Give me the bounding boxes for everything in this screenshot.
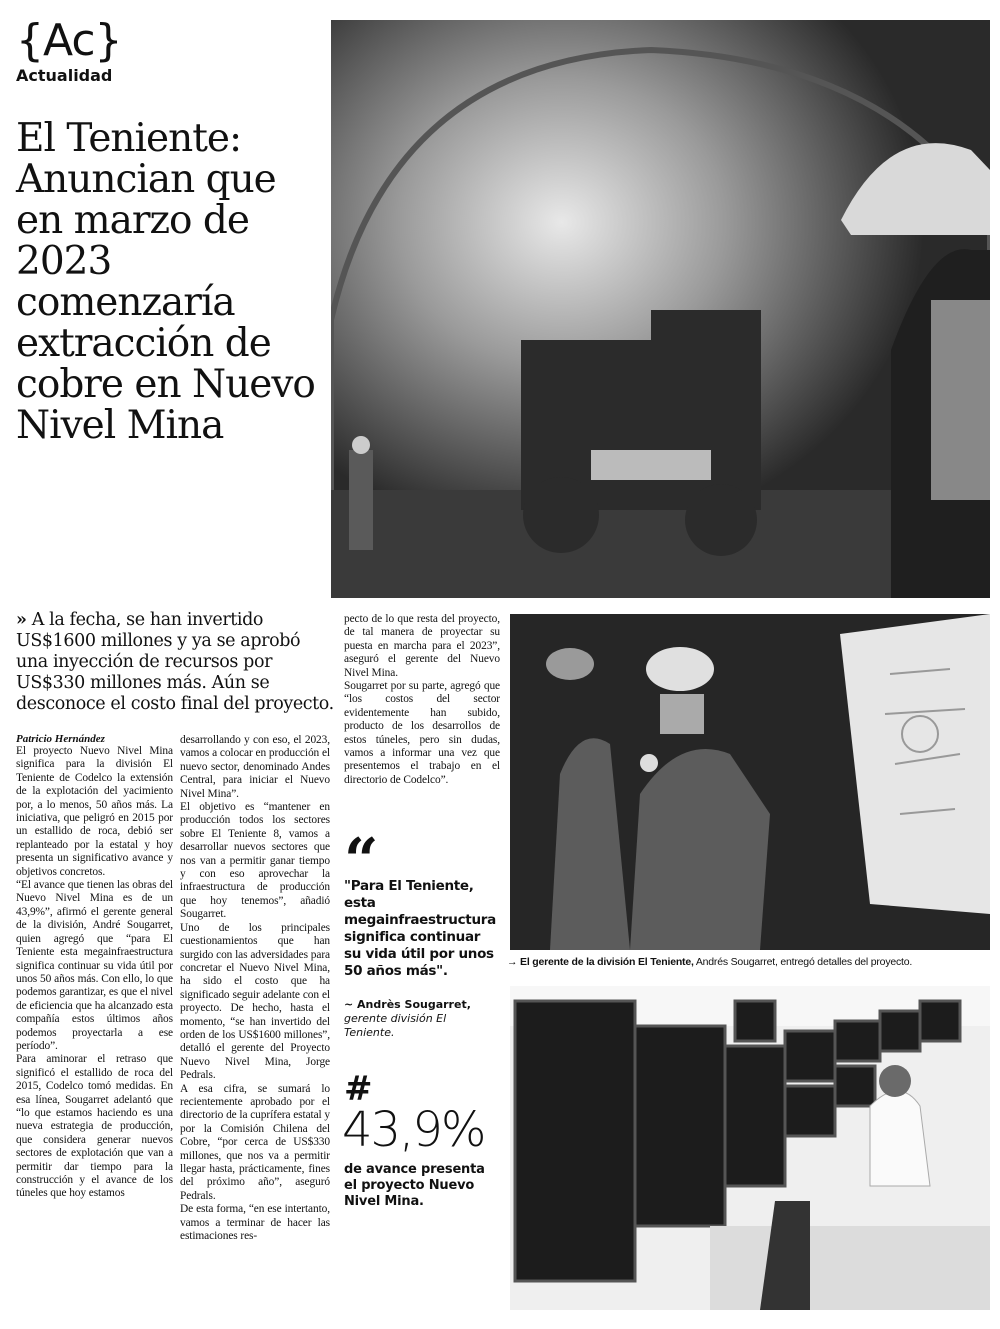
stat-value: 43,9% (342, 1102, 485, 1158)
photo-caption (507, 955, 997, 969)
lead-text: A la fecha, se han invertido US$1600 millones y ya se aprobó una inyección de recursos por US$330 millones más. Aún se desconoce el costo final del proyecto. (16, 610, 334, 714)
arrow-right-icon: → (507, 956, 518, 968)
quote-icon: “ (344, 826, 379, 896)
photo-workers-whiteboard (510, 614, 990, 950)
workers-image (510, 614, 990, 950)
tunnel-image (331, 20, 990, 598)
paragraph: De esta forma, “en ese intertanto, vamos a terminar de hacer las estimaciones res- (180, 1203, 330, 1243)
paragraph: El proyecto Nuevo Nivel Mina significa para la división El Teniente de Codelco la extensión de la explotación del yacimiento por, a lo menos, 50 años más. La iniciativa, que peligró en 2015 por un estallido de roca, debió ser replanteado por la estatal y hoy presenta un significativo avance y objetivos concretos. (16, 745, 173, 878)
article-column-3 (344, 613, 500, 787)
photo-control-room (510, 986, 990, 1310)
paragraph: El objetivo es “mantener en producción todos los sectores sobre El Teniente 8, vamos a desarrollar nuevos sectores que nos van a permitir ganar tiempo y con eso aprovechar la infraestructura de producción que hoy tenemos”, añadió Sougarret. (180, 801, 330, 921)
section-logo-mark: {Ac} (16, 15, 122, 66)
paragraph: “El avance que tienen las obras del Nuevo Nivel Mina es de un 43,9%”, afirmó el gerente general de la división, André Sougarret, quien agregó que “para El Teniente esta megainfraestructura significa continuar su vida útil por unos 50 años más. Con ello, lo que podemos garantizar, es que el nivel de eficiencia que ha alcanzado esta compañía estos últimos años podemos proyectarla a ese período”. (16, 879, 173, 1052)
stat-description: de avance presenta el proyecto Nuevo Nivel Mina. (344, 1162, 485, 1209)
paragraph: Uno de los principales cuestionamientos que han surgido con las adversidades para concretar el Nuevo Nivel Mina, ha sido el costo que ha significado seguir adelante con el proyecto. De hecho, hasta el momento, “se han invertido del orden de los US$1600 millones”, detalló el gerente del Proyecto Nuevo Nivel Mina, Jorge Pedrals. (180, 921, 330, 1082)
byline: Patricio Hernández (16, 733, 105, 745)
control-room-image (510, 986, 990, 1310)
article-column-1 (16, 745, 173, 1201)
pull-quote-attribution (344, 998, 500, 1040)
paragraph: A esa cifra, se sumará lo recientemente aprobado por el directorio de la cuprífera estatal y por la Comisión Chilena del Cobre, “por cerca de US$330 millones, que nos va a permitir llegar hasta, prácticamente, fines del próximo año”, aseguró Pedrals. (180, 1082, 330, 1202)
section-name: Actualidad (16, 66, 113, 85)
lead-summary (16, 610, 336, 715)
pull-quote: "Para El Teniente, esta megainfraestructura significa continuar su vida útil por unos 50 años más". (344, 878, 496, 979)
chevron-icon: » (16, 610, 27, 630)
paragraph: desarrollando y con eso, el 2023, vamos a colocar en producción el nuevo sector, denominado Andes Central, para iniciar el Nuevo Nivel Mina”. (180, 734, 330, 800)
headline: El Teniente: Anuncian que en marzo de 2023 comenzaría extracción de cobre en Nuevo Nivel Mina (16, 116, 315, 448)
paragraph: pecto de lo que resta del proyecto, de tal manera de proyectar su puesta en marcha para el 2023”, aseguró el gerente del Nuevo Nivel Mina. (344, 613, 500, 679)
pull-quote-author: ~ Andrès Sougarret, (344, 998, 471, 1011)
main-photo-tunnel (331, 20, 990, 598)
hash-icon: # (344, 1069, 373, 1109)
article-column-2 (180, 734, 330, 1243)
paragraph: Sougarret por su parte, agregó que “los costos del sector evidentemente han subido, producto de los desarrollos de estos túneles, pero sin dudas, vamos a informar una vez que presentemos el trabajo en el directorio de Codelco”. (344, 680, 500, 786)
paragraph: Para aminorar el retraso que significó el estallido de roca del 2015, Codelco tomó medidas. En esa línea, Sougarret adelantó que “lo que estamos haciendo es una nueva estrategia de producción, que considera generar nuevos sectores de explotación que van a permitir dar tiempo para la construcción y el avance de los túneles que hoy estamos (16, 1053, 173, 1200)
pull-quote-role: gerente división El Teniente. (344, 1012, 447, 1039)
section-logo (16, 15, 146, 85)
caption-bold: El gerente de la división El Teniente, (520, 956, 694, 968)
caption-rest: Andrés Sougarret, entregó detalles del proyecto. (693, 956, 913, 968)
